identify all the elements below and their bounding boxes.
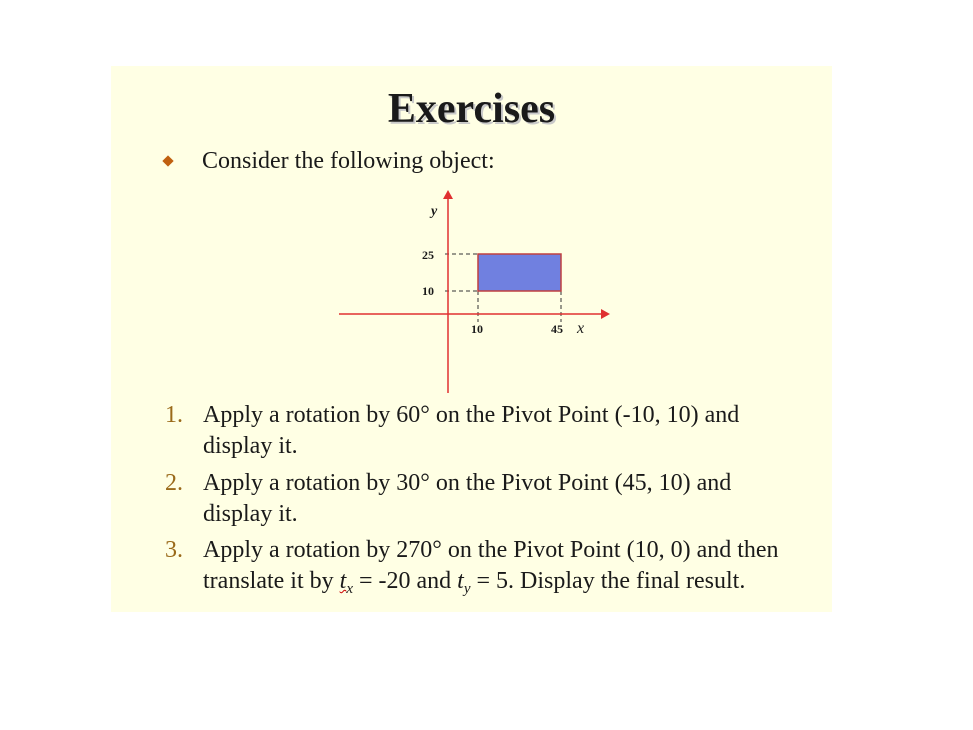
x-axis-label: x — [577, 320, 585, 337]
tick-x-10: 10 — [471, 322, 483, 336]
x-axis-arrow-icon — [601, 309, 610, 319]
ty-variable: $t_y$ — [457, 568, 471, 597]
y-axis-label: y — [431, 204, 438, 219]
y-axis-arrow-icon — [443, 190, 453, 199]
slide — [111, 66, 832, 612]
object-rectangle — [478, 254, 561, 291]
item-text-line: display it. — [203, 501, 298, 527]
item-number: 3. — [165, 537, 183, 563]
item-number: 2. — [165, 470, 183, 496]
item-text-line: Apply a rotation by 30° on the Pivot Point (45, 10) and — [203, 470, 732, 496]
item-number: 1. — [165, 402, 183, 428]
tick-x-45: 45 — [551, 322, 563, 336]
tick-y-10: 10 — [422, 284, 434, 298]
item-text-line: display it. — [203, 433, 298, 459]
object-figure — [111, 66, 832, 612]
tx-variable: $t_x$ — [339, 568, 353, 597]
slide-title: Exercises — [387, 86, 556, 132]
bullet-text: Consider the following object: — [202, 148, 495, 174]
item-text-line: translate it by $t_x = -20$ and $t_y = 5$. Display the final result. — [203, 568, 746, 597]
item-text-line: Apply a rotation by 60° on the Pivot Point (-10, 10) and — [203, 402, 740, 428]
item-text-line: Apply a rotation by 270° on the Pivot Point (10, 0) and then — [203, 537, 779, 563]
tick-y-25: 25 — [422, 248, 434, 262]
